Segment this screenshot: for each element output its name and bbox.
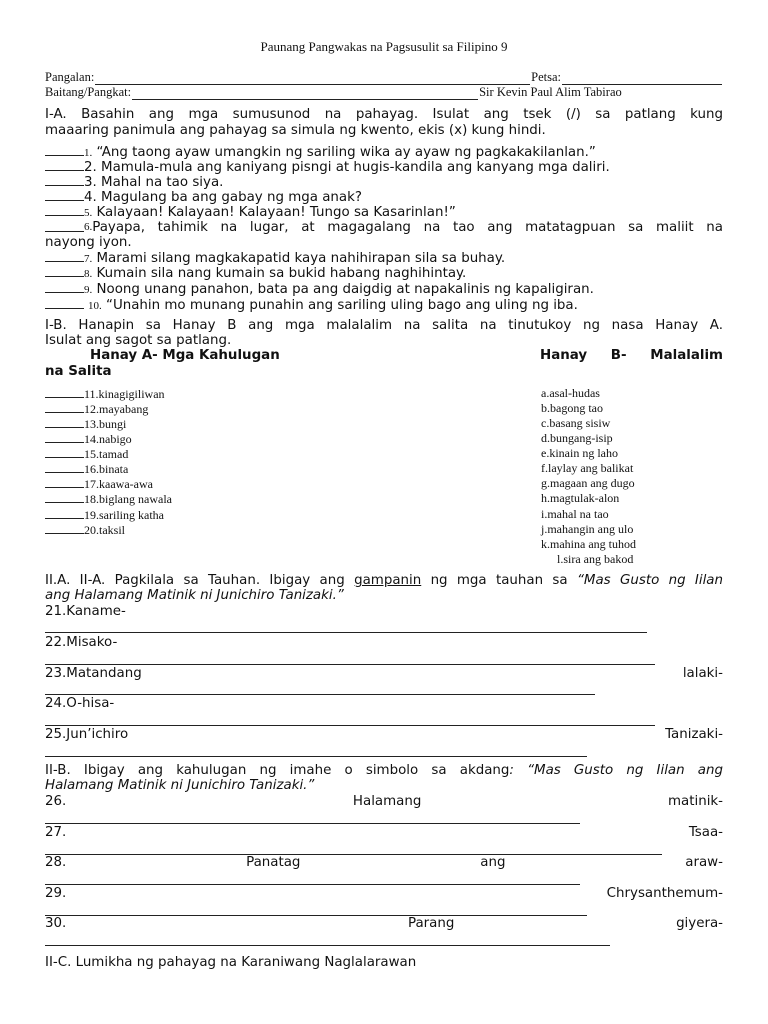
- hanay-a-item: [45, 461, 128, 477]
- question-22: 22.Misako-: [45, 635, 118, 650]
- item-number: 4.: [84, 190, 97, 205]
- question-27: 27. Tsaa-: [45, 825, 723, 840]
- answer-blank[interactable]: [45, 386, 84, 398]
- item-number: 7.: [84, 253, 93, 265]
- item-text: Payapa, tahimik na lugar, at magagalang na tao ang matatagpuan sa maliit na: [92, 220, 723, 235]
- iib-instructions-line2: [45, 778, 723, 794]
- exam-title: Paunang Pangwakas na Pagsusulit sa Filipino 9: [260, 39, 508, 54]
- item-text: “Ang taong ayaw umangkin ng sariling wika ay ayaw ng pagkakakilanlan.”: [92, 145, 596, 160]
- hanay-b-item: a.asal-hudas: [541, 386, 600, 400]
- work-title-part1: “Mas Gusto ng Iilan ang: [527, 763, 723, 778]
- hanay-b-item: j.mahangin ang ulo: [541, 522, 634, 536]
- hanay-a-item: [45, 386, 165, 402]
- hanay-a-item: [45, 446, 128, 462]
- hanay-a-header: Hanay A- Mga Kahulugan: [90, 348, 280, 363]
- item-number: 1.: [84, 147, 93, 159]
- item-text: Kumain sila nang kumain sa bukid habang naghihintay.: [92, 266, 467, 281]
- answer-blank[interactable]: [45, 522, 84, 534]
- name-date-row: [45, 70, 723, 85]
- answer-blank[interactable]: [45, 159, 84, 171]
- hanay-a-text: 16.binata: [84, 462, 129, 476]
- ia-item: [45, 159, 725, 175]
- hanay-a-text: 17.kaawa-awa: [84, 477, 153, 491]
- ia-item: [45, 265, 725, 282]
- gampanin-underlined: gampanin: [354, 573, 422, 588]
- item-number: 6.: [84, 221, 93, 233]
- baitang-field[interactable]: [132, 87, 478, 100]
- ib-instructions-line2: Isulat ang sagot sa patlang.: [45, 333, 232, 348]
- hanay-b-item: d.bungang-isip: [541, 431, 613, 445]
- answer-line-24[interactable]: [45, 725, 655, 726]
- answer-blank[interactable]: [45, 189, 84, 201]
- iia-instructions-line1: II.A. II-A. Pagkilala sa Tauhan. Ibigay ang gampanin ng mga tauhan sa “Mas Gusto ng Iilan: [45, 573, 724, 588]
- question-23: 23.Matandang lalaki-: [45, 666, 723, 681]
- item-text: “Unahin mo munang punahin ang sariling uling bago ang uling ng iba.: [101, 298, 578, 313]
- answer-blank[interactable]: [45, 265, 84, 277]
- answer-blank[interactable]: [45, 144, 84, 156]
- answer-blank[interactable]: [45, 174, 84, 186]
- hanay-a-text: 19.sariling katha: [84, 508, 164, 522]
- hanay-b-item: c.basang sisiw: [541, 416, 611, 430]
- answer-line-21[interactable]: [45, 632, 647, 633]
- grade-teacher-row: [45, 85, 723, 100]
- item-number: 9.: [84, 284, 93, 296]
- ia-item: [45, 204, 725, 221]
- work-title-part1: “Mas Gusto ng Iilan: [576, 573, 724, 588]
- answer-line-25[interactable]: [45, 756, 587, 757]
- answer-blank[interactable]: [45, 431, 84, 443]
- question-30: 30. Parang giyera-: [45, 916, 723, 931]
- hanay-b-item: b.bagong tao: [541, 401, 603, 415]
- baitang-label: Baitang/Pangkat:: [45, 85, 132, 99]
- hanay-b-item: e.kinain ng laho: [541, 446, 618, 460]
- item-number: 5.: [84, 207, 93, 219]
- question-28: 28. Panatag ang araw-: [45, 855, 723, 870]
- pangalan-field[interactable]: [95, 72, 530, 85]
- answer-blank[interactable]: [45, 281, 84, 293]
- answer-blank[interactable]: [45, 507, 84, 519]
- iic-title: II-C. Lumikha ng pahayag na Karaniwang Naglalarawan: [45, 955, 417, 970]
- hanay-b-item: h.magtulak-alon: [541, 491, 620, 505]
- teacher-name: Sir Kevin Paul Alim Tabirao: [479, 85, 622, 99]
- item-number: 10.: [88, 300, 102, 312]
- hanay-a-text: 12.mayabang: [84, 402, 149, 416]
- hanay-a-item: [45, 491, 172, 507]
- ib-instructions-line1: I-B. Hanapin sa Hanay B ang mga malalalim na salita na tinutukoy ng nasa Hanay A.: [45, 318, 723, 333]
- ia-item: [45, 174, 725, 190]
- hanay-a-text: 15.tamad: [84, 447, 129, 461]
- item-text: Mahal na tao siya.: [96, 175, 224, 190]
- hanay-a-text: 14.nabigo: [84, 432, 132, 446]
- hanay-b-item: f.laylay ang balikat: [541, 461, 634, 475]
- item-number: 3.: [84, 175, 97, 190]
- hanay-b-header-continued: na Salita: [45, 364, 112, 379]
- answer-line-28[interactable]: [45, 884, 580, 885]
- hanay-a-item: [45, 401, 148, 417]
- ia-item: [45, 189, 725, 205]
- hanay-b-item: g.magaan ang dugo: [541, 476, 635, 490]
- item-text: Marami silang magkakapatid kaya nahihirapan sila sa buhay.: [92, 251, 506, 266]
- answer-blank[interactable]: [45, 401, 84, 413]
- pangalan-label: Pangalan:: [45, 70, 95, 84]
- item-number: 8.: [84, 268, 93, 280]
- question-21: 21.Kaname-: [45, 604, 126, 619]
- answer-blank[interactable]: [45, 250, 84, 262]
- answer-blank[interactable]: [45, 491, 84, 503]
- answer-line-26[interactable]: [45, 823, 580, 824]
- question-24: 24.O-hisa-: [45, 696, 115, 711]
- hanay-b-header: Hanay B- Malalalim: [540, 348, 723, 363]
- hanay-a-text: 13.bungi: [84, 417, 127, 431]
- petsa-label: Petsa:: [531, 70, 561, 84]
- iib-instructions-line1: II-B. Ibigay ang kahulugan ng imahe o simbolo sa akdang: “Mas Gusto ng Iilan ang: [45, 763, 723, 778]
- item-text: Magulang ba ang gabay ng mga anak?: [96, 190, 362, 205]
- hanay-a-text: 20.taksil: [84, 523, 125, 537]
- item-text: Kalayaan! Kalayaan! Kalayaan! Tungo sa Kasarinlan!”: [92, 205, 456, 220]
- answer-blank[interactable]: [45, 220, 84, 232]
- ia-item: [45, 220, 723, 250]
- petsa-field[interactable]: [562, 72, 722, 85]
- hanay-a-text: 18.biglang nawala: [84, 492, 172, 506]
- hanay-a-text: 11.kinagigiliwan: [84, 387, 165, 401]
- answer-line-22[interactable]: [45, 664, 655, 665]
- answer-blank[interactable]: [45, 297, 84, 309]
- item-text-continued: nayong iyon.: [45, 235, 132, 250]
- hanay-b-item: i.mahal na tao: [541, 507, 609, 521]
- work-title-part2: Halamang Matinik ni Junichiro Tanizaki.”: [45, 778, 315, 793]
- hanay-a-item: [45, 431, 132, 447]
- question-26: 26. Halamang matinik-: [45, 794, 723, 809]
- ia-item: [45, 281, 725, 298]
- ia-instructions-line2: maaaring panimula ang pahayag sa simula ng kwento, ekis (x) kung hindi.: [45, 123, 546, 138]
- item-text: Mamula-mula ang kaniyang pisngi at hugis-kandila ang kanyang mga daliri.: [96, 160, 610, 175]
- hanay-b-item: k.mahina ang tuhod: [541, 537, 636, 551]
- answer-line-30[interactable]: [45, 945, 610, 946]
- hanay-a-item: [45, 507, 164, 523]
- answer-blank[interactable]: [45, 446, 84, 458]
- question-29: 29. Chrysanthemum-: [45, 886, 723, 901]
- answer-blank[interactable]: [45, 476, 84, 488]
- hanay-a-item: [45, 476, 153, 492]
- item-number: 2.: [84, 160, 97, 175]
- question-25: 25.Jun’ichiro Tanizaki-: [45, 727, 723, 742]
- ia-instructions-line1: I-A. Basahin ang mga sumusunod na pahayag. Isulat ang tsek (/) sa patlang kung: [45, 107, 723, 122]
- ia-item: [45, 297, 725, 314]
- iia-instructions-line2: [45, 588, 723, 604]
- work-title-part2: ang Halamang Matinik ni Junichiro Tanizaki.”: [45, 588, 344, 603]
- hanay-b-item: l.sira ang bakod: [557, 552, 634, 566]
- hanay-a-item: [45, 416, 126, 432]
- answer-blank[interactable]: [45, 416, 84, 428]
- hanay-a-item: [45, 522, 125, 538]
- answer-blank[interactable]: [45, 461, 84, 473]
- item-text: Noong unang panahon, bata pa ang daigdig at napakalinis ng kapaligiran.: [92, 282, 594, 297]
- answer-blank[interactable]: [45, 204, 84, 216]
- answer-line-23[interactable]: [45, 694, 595, 695]
